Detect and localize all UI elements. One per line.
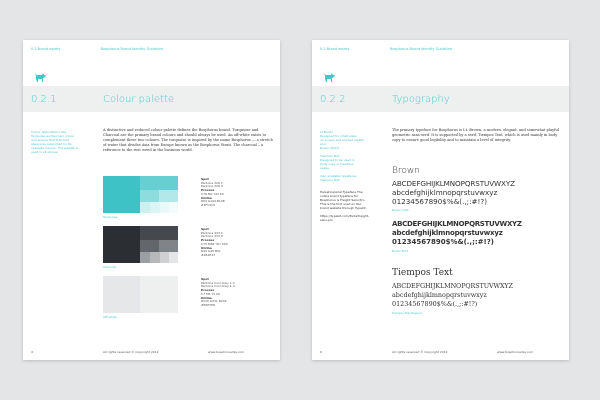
specimen-digits: 01234567890$%&(.,;:#!?) [392, 197, 488, 206]
charcoal-swatch [103, 226, 178, 263]
section-title: Colour palette [103, 94, 175, 105]
spec-line: Spot [201, 277, 209, 281]
swatch-label-offwhite: Off-white [103, 315, 117, 319]
footer-page-number: 6 [320, 350, 322, 354]
side-note-line: Tiempos Text [320, 178, 340, 182]
side-note-line: Lt Brown [320, 130, 334, 134]
side-note-line: body copy or headline [320, 162, 354, 166]
intro-paragraph: The primary typeface for Bosphorus is Lt. Brown, a modern, elegant, and somewhat playful geometric sans-serif. It is supported by a serif, Tiempos Text, which is used mainly in body copy to ensure good legibility and to maintain a level of integrity. [392, 128, 559, 142]
offwhite-spec [201, 278, 271, 308]
page-colour-palette [23, 40, 280, 360]
side-note: Colour applications Use Turquoise as the main colour and ensure that it should always be supported by its opposite colours. The palette is used in all stories. [31, 130, 79, 154]
spec-line: C75 M68 Y67 K90 [201, 241, 228, 246]
side-note-line: and [320, 142, 326, 146]
specimen-caption: Tiempos Text Regular [392, 311, 422, 315]
charcoal-spec [201, 228, 271, 258]
link-note: https://typekit.com/fonts/freight-sans-pro [320, 214, 370, 222]
side-note-line: on screen and printed matter [320, 138, 365, 142]
specimen-upper-bold: ABCDEFGHIJKLMNOPQRSTUVWXYZ [392, 220, 522, 228]
helvetica-note: Helvetica/Arial Typeface The online brand typeface for Bosphorus is Freight Sans Pro. This is the font used on the brand website through Typekit. [320, 190, 367, 210]
header-doc-title: Bosphorus Brand Identity Guideline [101, 47, 164, 51]
specimen-upper-serif: ABCDEFGHIJKLMNOPQRSTUVWXYZ [392, 282, 513, 290]
side-note-line: Designed for small sizes [320, 134, 357, 138]
swatch-label-turquoise: Turquoise [103, 215, 118, 219]
spec-line: R43 G46 B51 [201, 249, 221, 254]
spec-line: Process [201, 238, 215, 243]
offwhite-swatch [103, 276, 178, 313]
side-note-line: Designed to be used in [320, 158, 355, 162]
spec-line: Process [201, 288, 215, 293]
side-note-line: Also available typefaces [320, 174, 357, 178]
spec-line: C7 M5 Y5 K0 [201, 291, 220, 296]
spec-line: Pantone 326 U [201, 184, 224, 189]
footer-url: www.bosphorusday.com [497, 350, 534, 354]
spec-line: Spot [201, 227, 209, 231]
spec-line: Pantone 326 C [201, 180, 223, 185]
spec-line: Pantone Cool Grey 1 U [201, 284, 235, 289]
specimen-upper: ABCDEFGHIJKLMNOPQRSTUVWXYZ [392, 179, 515, 188]
section-title: Typography [392, 94, 450, 105]
spec-line: Spot [201, 177, 209, 181]
footer-page-number: 4 [31, 350, 33, 354]
bull-icon [322, 71, 336, 83]
page-typography [312, 40, 569, 360]
specimen-lower-bold: abcdefghijklmnopqrstuvwxyz [392, 229, 503, 237]
spec-line: #3FC2C6 [201, 202, 216, 207]
spec-line: Online [201, 195, 212, 200]
spec-line: Pantone 433 C [201, 230, 223, 235]
spec-line: #2B2E33 [201, 252, 216, 257]
spec-line: R230 G231 B232 [201, 299, 227, 304]
footer-copyright: All rights reserved © Copyright 2012 [103, 350, 159, 354]
intro-paragraph: A distinctive and reduced colour palette defines the Bosphorus brand. Turquoise and Charcoal are the primary brand colours and should always be used. An off-white exists to complement these two colours. The turquoise is inspired by the name Bosphorus — a stretch of water that divides Asia from Europe known as the Bosphorus Strait. The charcoal – a reference to the rust weed in the business world. [103, 128, 273, 152]
side-note-line: Brown (Bold) [320, 146, 340, 150]
spec-line: Online [201, 245, 212, 250]
specimen-caption: Brown Light [392, 208, 409, 212]
spec-line: Online [201, 295, 212, 300]
turquoise-swatch [103, 176, 178, 213]
font-name-tiempos: Tiempos Text [392, 268, 453, 278]
spec-line: Pantone Cool Grey 1 C [201, 280, 235, 285]
specimen-digits-serif: 01234567890$%&(.,;:#!?) [392, 300, 478, 308]
swatch-label-charcoal: Charcoal [103, 265, 117, 269]
footer-copyright: All rights reserved © Copyright 2012 [392, 350, 448, 354]
specimen-digits-bold: 01234567890$%&(.,;:#!?) [392, 238, 494, 246]
header-doc-title: Bosphorus Brand Identity Guideline [390, 47, 453, 51]
spec-line: #E6E7E8 [201, 302, 215, 307]
footer-url: www.bosphorusday.com [208, 350, 245, 354]
section-number: 0.2.1 [31, 94, 57, 105]
spec-line: C78 M0 Y33 K0 [201, 191, 224, 196]
turquoise-spec [201, 178, 271, 208]
specimen-lower-serif: abcdefghijklmnopqrstuvwxyz [392, 291, 487, 299]
side-note-line: usage [320, 166, 330, 170]
font-name-brown: Brown [392, 166, 420, 176]
side-note-line: Tiempos Text [320, 154, 340, 158]
header-section: 0.2 Brand assets [320, 47, 350, 51]
spec-line: Process [201, 188, 215, 193]
bull-icon [33, 71, 47, 83]
spec-line: R63 G194 B198 [201, 199, 225, 204]
spec-line: Pantone 433 U [201, 234, 224, 239]
header-section: 0.2 Brand assets [31, 47, 61, 51]
section-number: 0.2.2 [320, 94, 346, 105]
specimen-caption: Brown Bold [392, 249, 408, 253]
specimen-lower: abcdefghijklmnopqrstuvwxyz [392, 188, 498, 197]
side-notes [320, 130, 368, 182]
